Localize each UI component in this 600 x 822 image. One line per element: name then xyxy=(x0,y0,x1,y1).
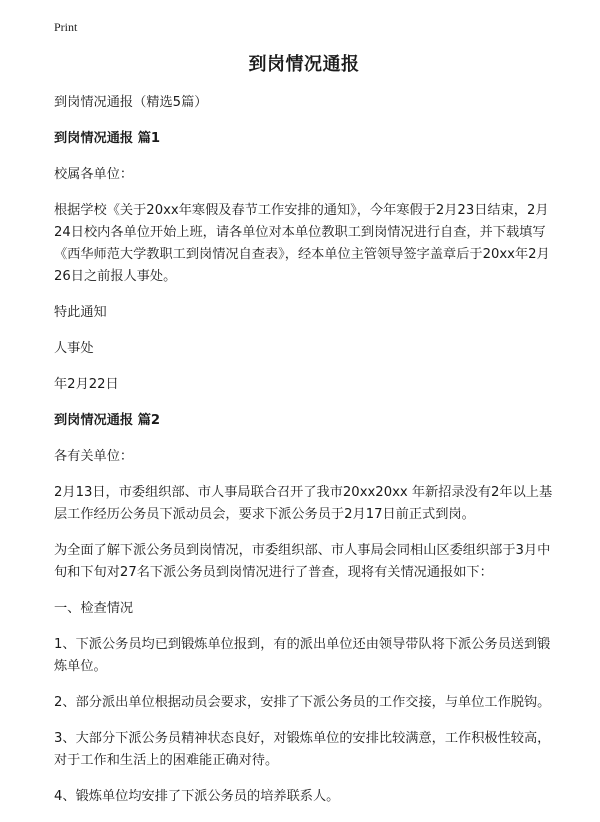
article-2-section-heading: 一、检查情况 xyxy=(54,601,134,616)
article-2-salutation: 各有关单位： xyxy=(54,449,134,464)
article-1-salutation: 校属各单位： xyxy=(54,167,134,182)
article-1-body: 根据学校《关于20xx年寒假及春节工作安排的通知》，今年寒假于2月23日结束，2月24日校内各单位开始上班，请各单位对本单位教职工到岗情况进行自查，并下载填写《西华师范大学教职工到岗情况自查表》，经本单位主管领导签字盖章后于20xx年2月26日之前报人事处。 xyxy=(54,203,550,284)
article-1-notice: 特此通知 xyxy=(54,305,107,320)
document-page xyxy=(54,52,554,822)
article-1-date: 年2月22日 xyxy=(54,377,119,392)
article-1-sender: 人事处 xyxy=(54,341,94,356)
page-title: 到岗情况通报 xyxy=(248,54,360,75)
article-2-item-2: 2、部分派出单位根据动员会要求，安排了下派公务员的工作交接，与单位工作脱钩。 xyxy=(54,695,551,710)
article-1-heading: 到岗情况通报 篇1 xyxy=(54,131,161,146)
article-2-item-4: 4、锻炼单位均安排了下派公务员的培养联系人。 xyxy=(54,789,340,804)
article-2-paragraph-1: 2月13日，市委组织部、市人事局联合召开了我市20xx20xx 年新招录没有2年以上基层工作经历公务员下派动员会，要求下派公务员于2月17日前正式到岗。 xyxy=(54,485,553,522)
document-subtitle: 到岗情况通报（精选5篇） xyxy=(54,95,208,110)
print-link[interactable]: Print xyxy=(54,20,78,34)
article-2-item-3: 3、大部分下派公务员精神状态良好，对锻炼单位的安排比较满意，工作积极性较高，对于工作和生活上的困难能正确对待。 xyxy=(54,731,551,768)
article-2-paragraph-2: 为全面了解下派公务员到岗情况，市委组织部、市人事局会同相山区委组织部于3月中旬和下旬对27名下派公务员到岗情况进行了普查，现将有关情况通报如下： xyxy=(54,543,551,580)
article-2-heading: 到岗情况通报 篇2 xyxy=(54,413,161,428)
article-2-item-1: 1、下派公务员均已到锻炼单位报到，有的派出单位还由领导带队将下派公务员送到锻炼单位。 xyxy=(54,637,551,674)
